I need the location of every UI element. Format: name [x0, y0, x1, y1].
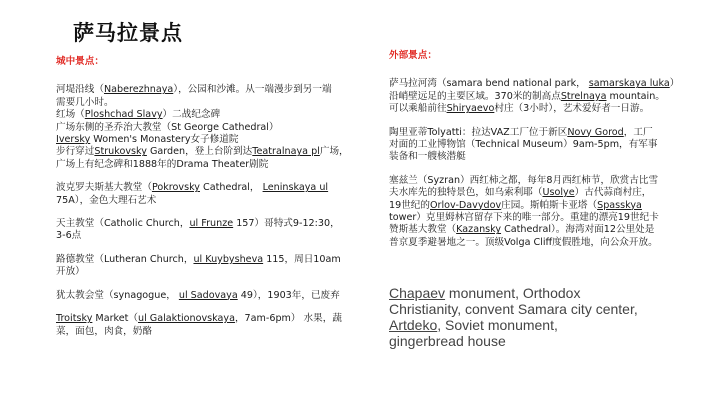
text-line — [56, 290, 372, 302]
text-segment: 157）哥特式9-12:30， — [233, 218, 340, 230]
underlined-place-name: Strukovsky — [94, 146, 147, 158]
text-segment: ，7am-6pm） 水果，蔬 — [234, 313, 342, 325]
text-segment: 犹太教会堂（synagogue， — [56, 289, 179, 301]
text-segment: 塞兹兰（Syzran）西红柿之都，每年8月西红柿节，欣赏古比雪 — [389, 174, 659, 186]
text-segment: 路德教堂（Lutheran Church， — [56, 253, 194, 265]
text-segment: Cathedral）。海湾对面12公里处是 — [501, 224, 655, 236]
text-segment: 需要几小时。 — [56, 96, 114, 108]
underlined-place-name: samarskaya luka — [588, 78, 670, 90]
text-line — [389, 212, 689, 224]
text-segment: ），公园和沙滩。从一端漫步到另一端 — [173, 84, 332, 96]
text-segment: 广场， — [319, 146, 349, 158]
underlined-place-name: ul Kuybysheva — [193, 253, 264, 265]
text-line — [56, 146, 372, 158]
attraction-entry — [389, 78, 689, 115]
text-line — [389, 317, 679, 333]
text-line — [389, 151, 689, 163]
page-title: 萨马拉景点 — [73, 21, 183, 45]
text-segment: 开放） — [56, 266, 85, 278]
text-segment: 3-6点 — [56, 230, 82, 242]
text-segment: 村庄（3小时），艺术爱好者一日游。 — [494, 103, 650, 115]
attraction-entry — [56, 290, 372, 302]
text-segment: mountain。 — [606, 90, 665, 102]
text-segment: ） — [669, 78, 680, 90]
text-line — [389, 91, 689, 103]
underlined-place-name: Kazansky — [456, 224, 502, 236]
text-segment: ）二战纪念碑 — [162, 109, 221, 121]
text-segment: 对面的工业博物馆（Technical Museum）9am-5pm，有军事 — [389, 139, 658, 151]
underlined-place-name: Chapaev — [389, 285, 446, 301]
attraction-entry — [389, 127, 689, 164]
text-line — [389, 301, 679, 317]
text-segment: 庄园。斯帕斯卡亚塔（ — [501, 199, 598, 211]
text-segment: 可以乘船前往 — [389, 103, 447, 115]
outside-attractions-heading: 外部景点： — [389, 50, 437, 61]
underlined-place-name: Troitsky — [56, 313, 93, 325]
text-line — [389, 224, 689, 236]
text-segment: 普京夏季避暑地之一。顶级Volga Cliff度假胜地，向公众开放。 — [389, 236, 658, 248]
text-segment: 115，周日10am — [263, 253, 341, 265]
text-segment: 沿峭壁远足的主要区域。370米的制高点 — [389, 90, 561, 102]
text-line — [56, 134, 372, 146]
text-segment: 红场（ — [56, 109, 85, 121]
text-line — [389, 187, 689, 199]
underlined-place-name: Novy Gorod — [567, 126, 624, 138]
underlined-place-name: Shiryaevo — [446, 103, 495, 115]
underlined-place-name: Pokrovsky — [151, 182, 200, 194]
text-segment: gingerbread house — [389, 333, 506, 349]
text-line — [389, 103, 689, 115]
text-line — [389, 285, 679, 301]
underlined-place-name: Usolye — [542, 187, 575, 199]
city-attractions-heading: 城中景点： — [56, 56, 104, 67]
underlined-place-name: Artdeko — [389, 317, 438, 333]
text-segment: Cathedral， — [199, 182, 263, 194]
text-segment: ）古代蒜商村庄， — [574, 187, 652, 199]
text-line — [56, 122, 372, 134]
underlined-place-name: Strelnaya — [560, 90, 607, 102]
text-segment: 广场东侧的圣乔治大教堂（St George Cathedral） — [56, 121, 279, 133]
text-line — [389, 78, 689, 90]
text-segment: 波克罗夫斯基大教堂（ — [56, 182, 152, 194]
text-line — [56, 109, 372, 121]
underlined-place-name: ul Frunze — [189, 218, 234, 230]
text-segment: 夫水库先的独特景色，如乌索利耶（ — [389, 187, 543, 199]
text-line — [56, 182, 372, 194]
text-segment: 装备和一艘核潜艇 — [389, 151, 466, 163]
attraction-entry — [56, 84, 372, 171]
text-segment: Women's Monastery女子修道院 — [90, 134, 239, 146]
text-segment: 赞斯基大教堂（ — [389, 224, 457, 236]
attraction-entry — [56, 254, 372, 279]
text-segment: monument, Orthodox — [445, 285, 581, 301]
text-line — [56, 84, 372, 96]
text-segment: Christianity, convent Samara city center, — [389, 301, 638, 317]
city-attractions-column — [56, 56, 372, 349]
underlined-place-name: Iversky — [56, 134, 91, 146]
text-segment: ，工厂 — [623, 126, 653, 138]
text-line — [56, 326, 372, 338]
text-segment: tower）克里姆林宫留存下来的唯一部分。重建的漂亮19世纪卡 — [389, 212, 659, 224]
underlined-place-name: Ploshchad Slavy — [84, 109, 163, 121]
text-segment: Garden，登上台阶到达 — [146, 146, 253, 158]
text-line — [389, 237, 689, 249]
text-line — [56, 159, 372, 171]
text-segment: , Soviet monument, — [437, 317, 558, 333]
text-line — [389, 127, 689, 139]
text-line — [389, 200, 689, 212]
text-segment: 广场上有纪念碑和1888年的Drama Theater剧院 — [56, 158, 269, 170]
attraction-entry — [389, 175, 689, 249]
outside-attractions-list — [389, 78, 689, 249]
text-line — [56, 230, 372, 242]
underlined-place-name: ul Sadovaya — [178, 289, 238, 301]
text-line — [56, 254, 372, 266]
underlined-place-name: Naberezhnaya — [103, 84, 174, 96]
text-segment: Market（ — [92, 313, 138, 325]
text-line — [56, 195, 372, 207]
text-segment: 步行穿过 — [56, 146, 95, 158]
attraction-entry — [56, 218, 372, 243]
text-line — [389, 139, 689, 151]
attraction-entry — [56, 313, 372, 338]
outside-attractions-column — [389, 50, 689, 260]
text-line — [389, 333, 679, 349]
text-segment: 萨马拉河湾（samara bend national park， — [389, 78, 589, 90]
underlined-place-name: Orlov-Davydov — [430, 199, 502, 211]
underlined-place-name: Teatralnaya pl — [252, 146, 320, 158]
text-line — [56, 97, 372, 109]
city-attractions-list — [56, 84, 372, 338]
text-line — [389, 175, 689, 187]
text-segment: 19世纪的 — [389, 199, 430, 211]
text-line — [56, 218, 372, 230]
text-segment: 天主教堂（Catholic Church， — [56, 218, 190, 230]
text-segment: 75A），金色大理石艺术 — [56, 194, 157, 206]
text-segment: 49），1903年，已废弃 — [237, 289, 340, 301]
underlined-place-name: Leninskaya ul — [262, 182, 329, 194]
underlined-place-name: ul Galaktionovskaya — [138, 313, 235, 325]
text-segment: 河堤沿线（ — [56, 84, 104, 96]
text-segment: 陶里亚蒂Tolyatti：拉达VAZ工厂位于新区 — [389, 126, 568, 138]
bottom-note — [389, 285, 679, 349]
text-line — [56, 266, 372, 278]
text-line — [56, 313, 372, 325]
text-segment: 菜，面包，肉食，奶酪 — [56, 325, 152, 337]
attraction-entry — [56, 182, 372, 207]
underlined-place-name: Spasskya — [597, 199, 642, 211]
